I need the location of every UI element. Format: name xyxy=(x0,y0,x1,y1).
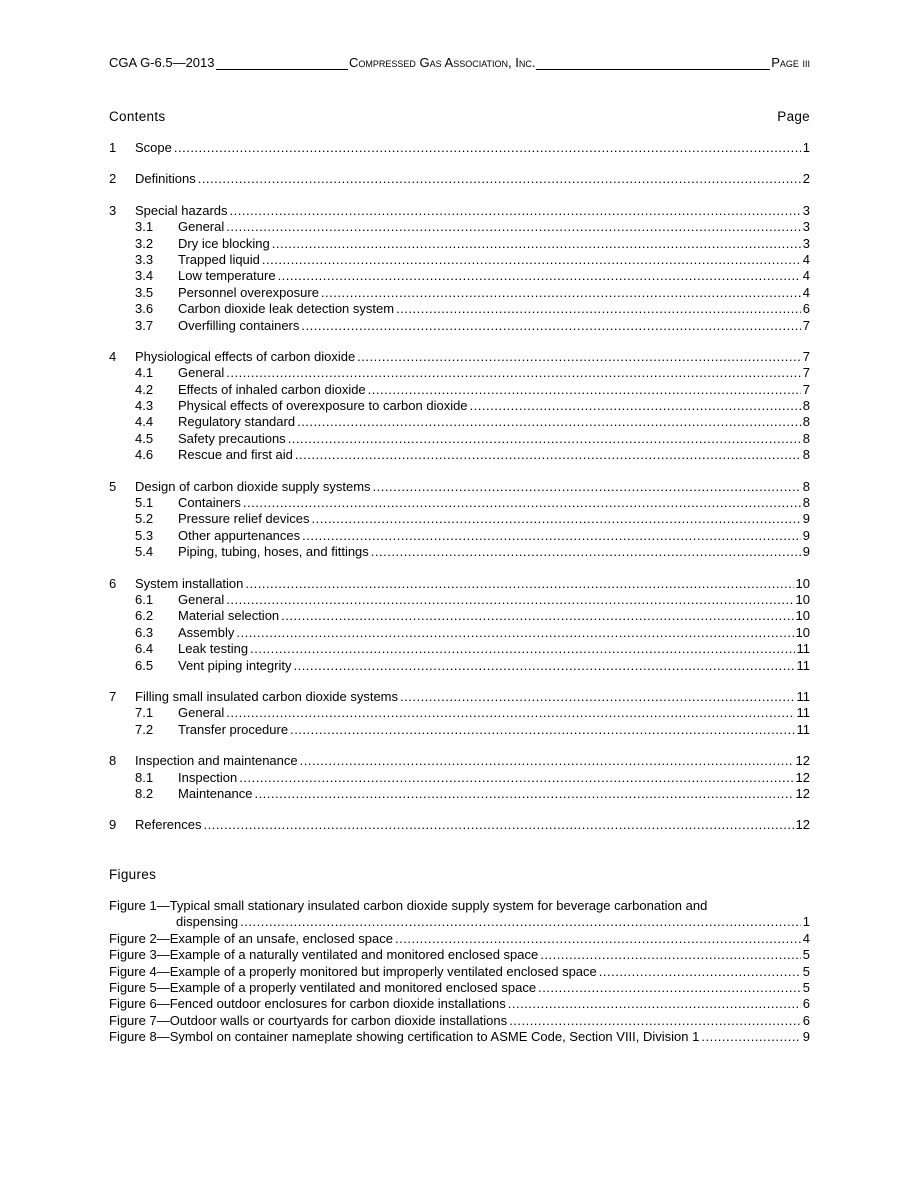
toc-entry-page: 3 xyxy=(802,202,810,218)
toc-subentry-number: 7.1 xyxy=(135,705,154,721)
toc-subentry[interactable] xyxy=(109,592,810,608)
figure-entry[interactable] xyxy=(109,1013,810,1029)
figure-entry-page: 1 xyxy=(802,914,810,930)
toc-subentry-page: 3 xyxy=(802,219,810,235)
toc-subentry-page: 4 xyxy=(802,268,810,284)
dot-leader xyxy=(368,382,801,398)
figure-entry[interactable] xyxy=(109,931,810,947)
figure-entry-title: Figure 7—Outdoor walls or courtyards for carbon dioxide installations xyxy=(109,1012,508,1028)
dot-leader xyxy=(236,625,793,641)
page-number: Page iii xyxy=(771,55,810,70)
dot-leader xyxy=(301,318,800,334)
dot-leader xyxy=(599,964,801,980)
toc-subentry-page: 9 xyxy=(802,511,810,527)
toc-subentry-page: 7 xyxy=(802,365,810,381)
figure-entry-title[interactable]: Figure 1—Typical small stationary insulated carbon dioxide supply system for beverage carbonation and xyxy=(109,898,708,913)
toc-subentry[interactable] xyxy=(109,495,810,511)
dot-leader xyxy=(300,753,794,769)
toc-subentry-page: 6 xyxy=(802,301,810,317)
toc-entry-number: 6 xyxy=(109,575,117,591)
figure-entry-page: 4 xyxy=(802,930,810,946)
toc-entry[interactable] xyxy=(109,753,810,769)
figure-entry-title: Figure 3—Example of a naturally ventilated and monitored enclosed space xyxy=(109,947,539,963)
toc-subentry-page: 9 xyxy=(802,527,810,543)
toc-subentry-number: 4.2 xyxy=(135,381,154,397)
figure-entry[interactable] xyxy=(109,947,810,963)
dot-leader xyxy=(281,608,793,624)
toc-subentry-title: Pressure relief devices xyxy=(178,511,310,527)
toc-entry-title: Inspection and maintenance xyxy=(135,753,298,769)
dot-leader xyxy=(272,236,801,252)
toc-entry[interactable] xyxy=(109,817,810,833)
dot-leader xyxy=(288,431,801,447)
toc-subentry-title: Physical effects of overexposure to carbon dioxide xyxy=(178,398,468,414)
toc-entry-title: Physiological effects of carbon dioxide xyxy=(135,348,356,364)
toc-subentry[interactable] xyxy=(109,658,810,674)
toc-subentry-page: 12 xyxy=(795,785,810,801)
figure-entry[interactable] xyxy=(109,1029,810,1045)
toc-entry-page: 7 xyxy=(802,348,810,364)
toc-subentry-title: Transfer procedure xyxy=(178,721,289,737)
dot-leader xyxy=(509,1013,801,1029)
toc-subentry-number: 6.2 xyxy=(135,608,154,624)
toc-entry-page: 12 xyxy=(795,753,810,769)
toc-subentry-number: 6.3 xyxy=(135,624,154,640)
toc-subentry-title: Vent piping integrity xyxy=(178,657,292,673)
toc-subentry-number: 3.2 xyxy=(135,235,154,251)
dot-leader xyxy=(230,203,801,219)
toc-entry-page: 10 xyxy=(795,575,810,591)
page-column-label: Page xyxy=(777,109,810,124)
document-id: CGA G-6.5—2013 xyxy=(109,55,215,70)
toc-subentry-title: Effects of inhaled carbon dioxide xyxy=(178,381,366,397)
figure-entry-title: Figure 5—Example of a properly ventilated and monitored enclosed space xyxy=(109,979,537,995)
dot-leader xyxy=(226,219,801,235)
dot-leader xyxy=(373,479,801,495)
toc-entry-title: Filling small insulated carbon dioxide systems xyxy=(135,688,399,704)
dot-leader xyxy=(538,980,801,996)
figure-entry-continuation: dispensing xyxy=(176,914,239,930)
toc-subentry-number: 5.1 xyxy=(135,495,154,511)
toc-subentry-page: 7 xyxy=(802,317,810,333)
toc-subentry-page: 11 xyxy=(796,721,810,737)
dot-leader xyxy=(226,365,801,381)
toc-subentry-number: 5.2 xyxy=(135,511,154,527)
toc-subentry-number: 4.6 xyxy=(135,447,154,463)
toc-subentry-page: 8 xyxy=(802,447,810,463)
publisher-name: Compressed Gas Association, Inc. xyxy=(349,55,536,70)
toc-entry-page: 8 xyxy=(802,478,810,494)
toc-subentry-title: Personnel overexposure xyxy=(178,284,319,300)
figures-title: Figures xyxy=(109,867,157,882)
dot-leader xyxy=(302,528,801,544)
toc-subentry-title: General xyxy=(178,705,225,721)
toc-entry-title: Scope xyxy=(135,140,172,155)
toc-subentry[interactable] xyxy=(109,722,810,738)
toc-subentry-page: 11 xyxy=(796,657,810,673)
figure-entry-page: 6 xyxy=(802,996,810,1012)
figures-heading xyxy=(109,866,810,884)
toc-subentry-page: 10 xyxy=(795,608,810,624)
toc-subentry[interactable] xyxy=(109,447,810,463)
dot-leader xyxy=(540,947,801,963)
toc-subentry-title: Dry ice blocking xyxy=(178,235,270,251)
toc-subentry[interactable] xyxy=(109,641,810,657)
toc-subentry-number: 5.4 xyxy=(135,544,154,560)
toc-subentry-title: Leak testing xyxy=(178,641,249,657)
dot-leader xyxy=(226,705,794,721)
toc-entry[interactable] xyxy=(109,479,810,495)
toc-subentry-title: Piping, tubing, hoses, and fittings xyxy=(178,544,369,560)
toc-entry[interactable] xyxy=(109,349,810,365)
toc-subentry-title: General xyxy=(178,219,225,235)
figure-entry[interactable] xyxy=(109,964,810,980)
toc-subentry-number: 6.1 xyxy=(135,591,154,607)
toc-entry[interactable] xyxy=(109,140,810,156)
toc-subentry-number: 3.7 xyxy=(135,317,154,333)
toc-entry-number: 1 xyxy=(109,140,117,155)
dot-leader xyxy=(262,252,801,268)
toc-subentry[interactable] xyxy=(109,268,810,284)
figure-entry-title: Figure 2—Example of an unsafe, enclosed space xyxy=(109,930,394,946)
toc-subentry-number: 3.5 xyxy=(135,284,154,300)
toc-subentry-page: 12 xyxy=(795,769,810,785)
toc-entry-number: 9 xyxy=(109,817,117,833)
toc-subentry-page: 7 xyxy=(802,381,810,397)
dot-leader xyxy=(174,140,801,156)
dot-leader xyxy=(371,544,801,560)
dot-leader xyxy=(226,592,793,608)
toc-subentry[interactable] xyxy=(109,770,810,786)
toc-entry-page: 12 xyxy=(795,817,810,833)
dot-leader xyxy=(290,722,794,738)
toc-subentry-number: 3.4 xyxy=(135,268,154,284)
dot-leader xyxy=(295,447,801,463)
contents-heading xyxy=(109,108,810,126)
toc-subentry-title: Rescue and first aid xyxy=(178,447,293,463)
toc-subentry-number: 4.1 xyxy=(135,365,154,381)
dot-leader xyxy=(243,495,801,511)
toc-entry-title: Design of carbon dioxide supply systems xyxy=(135,478,371,494)
toc-entry-number: 7 xyxy=(109,688,117,704)
toc-subentry-number: 6.5 xyxy=(135,657,154,673)
toc-entry-number: 5 xyxy=(109,478,117,494)
dot-leader xyxy=(203,817,793,833)
toc-subentry[interactable] xyxy=(109,252,810,268)
dot-leader xyxy=(508,996,801,1012)
figure-entry[interactable] xyxy=(109,980,810,996)
dot-leader xyxy=(321,285,801,301)
toc-subentry-page: 10 xyxy=(795,591,810,607)
running-header xyxy=(109,55,810,71)
table-of-contents xyxy=(109,140,810,834)
toc-entry-title: Special hazards xyxy=(135,202,228,218)
toc-subentry-page: 8 xyxy=(802,398,810,414)
dot-leader xyxy=(297,414,801,430)
figure-entry[interactable] xyxy=(109,914,810,930)
toc-subentry[interactable] xyxy=(109,301,810,317)
toc-subentry-number: 3.1 xyxy=(135,219,154,235)
toc-entry[interactable] xyxy=(109,576,810,592)
toc-subentry-number: 4.4 xyxy=(135,414,154,430)
figure-entry-title: Figure 6—Fenced outdoor enclosures for carbon dioxide installations xyxy=(109,996,506,1012)
toc-subentry-title: Inspection xyxy=(178,769,238,785)
toc-entry-number: 2 xyxy=(109,171,117,187)
toc-subentry-number: 7.2 xyxy=(135,721,154,737)
toc-subentry[interactable] xyxy=(109,625,810,641)
dot-leader xyxy=(198,171,801,187)
figure-entry-page: 5 xyxy=(802,979,810,995)
toc-subentry[interactable] xyxy=(109,318,810,334)
toc-entry-page: 1 xyxy=(802,140,810,155)
toc-subentry[interactable] xyxy=(109,285,810,301)
figure-entry-title: Figure 8—Symbol on container nameplate showing certification to ASME Code, Section VIII, Division 1 xyxy=(109,1029,700,1045)
toc-subentry-number: 8.1 xyxy=(135,769,154,785)
figure-entry-page: 5 xyxy=(802,947,810,963)
dot-leader xyxy=(470,398,801,414)
dot-leader xyxy=(357,349,801,365)
toc-subentry[interactable] xyxy=(109,431,810,447)
dot-leader xyxy=(245,576,793,592)
toc-subentry-title: Safety precautions xyxy=(178,430,286,446)
toc-subentry[interactable] xyxy=(109,705,810,721)
toc-subentry-page: 3 xyxy=(802,235,810,251)
dot-leader xyxy=(701,1029,800,1045)
toc-subentry-title: Regulatory standard xyxy=(178,414,296,430)
toc-subentry-page: 9 xyxy=(802,544,810,560)
dot-leader xyxy=(250,641,794,657)
toc-subentry[interactable] xyxy=(109,528,810,544)
toc-subentry[interactable] xyxy=(109,365,810,381)
toc-subentry-number: 8.2 xyxy=(135,785,154,801)
figure-entry-page: 6 xyxy=(802,1012,810,1028)
toc-subentry-number: 5.3 xyxy=(135,527,154,543)
toc-entry-title: References xyxy=(135,817,202,833)
toc-subentry-page: 10 xyxy=(795,624,810,640)
toc-subentry-page: 4 xyxy=(802,284,810,300)
toc-entry-number: 8 xyxy=(109,753,117,769)
toc-subentry-title: Low temperature xyxy=(178,268,276,284)
toc-entry-title: Definitions xyxy=(135,171,196,187)
toc-subentry[interactable] xyxy=(109,398,810,414)
toc-entry[interactable] xyxy=(109,203,810,219)
toc-subentry[interactable] xyxy=(109,414,810,430)
toc-entry-title: System installation xyxy=(135,575,244,591)
toc-subentry-number: 4.3 xyxy=(135,398,154,414)
dot-leader xyxy=(278,268,801,284)
dot-leader xyxy=(240,914,801,930)
toc-subentry-number: 3.3 xyxy=(135,251,154,267)
toc-subentry[interactable] xyxy=(109,608,810,624)
toc-subentry-page: 8 xyxy=(802,430,810,446)
toc-subentry-number: 3.6 xyxy=(135,301,154,317)
toc-subentry-title: Maintenance xyxy=(178,785,253,801)
toc-entry-number: 3 xyxy=(109,202,117,218)
toc-subentry-title: Overfilling containers xyxy=(178,317,300,333)
toc-entry[interactable] xyxy=(109,689,810,705)
toc-subentry-page: 8 xyxy=(802,495,810,511)
dot-leader xyxy=(254,786,793,802)
toc-entry-page: 2 xyxy=(802,171,810,187)
toc-subentry-number: 4.5 xyxy=(135,430,154,446)
toc-subentry-page: 11 xyxy=(796,641,810,657)
dot-leader xyxy=(395,931,801,947)
toc-subentry-title: Trapped liquid xyxy=(178,251,260,267)
dot-leader xyxy=(239,770,793,786)
toc-subentry[interactable] xyxy=(109,236,810,252)
toc-subentry-page: 8 xyxy=(802,414,810,430)
figure-entry-page: 5 xyxy=(802,963,810,979)
toc-subentry-title: Assembly xyxy=(178,624,235,640)
toc-subentry[interactable] xyxy=(109,219,810,235)
toc-subentry-title: General xyxy=(178,591,225,607)
toc-subentry-title: Material selection xyxy=(178,608,280,624)
figure-entry[interactable] xyxy=(109,996,810,1012)
toc-subentry[interactable] xyxy=(109,786,810,802)
toc-subentry-number: 6.4 xyxy=(135,641,154,657)
toc-subentry-title: General xyxy=(178,365,225,381)
toc-subentry[interactable] xyxy=(109,544,810,560)
toc-subentry[interactable] xyxy=(109,511,810,527)
toc-entry-number: 4 xyxy=(109,348,117,364)
toc-entry[interactable] xyxy=(109,171,810,187)
toc-subentry-title: Other appurtenances xyxy=(178,527,301,543)
toc-subentry-page: 11 xyxy=(796,705,810,721)
figure-entry-title: Figure 4—Example of a properly monitored but improperly ventilated enclosed space xyxy=(109,963,597,979)
list-of-figures xyxy=(109,898,810,1046)
dot-leader xyxy=(396,301,801,317)
toc-subentry[interactable] xyxy=(109,382,810,398)
figure-entry-page: 9 xyxy=(802,1029,810,1045)
dot-leader xyxy=(293,658,794,674)
dot-leader xyxy=(312,511,801,527)
toc-subentry-title: Containers xyxy=(178,495,241,511)
toc-subentry-page: 4 xyxy=(802,251,810,267)
contents-title: Contents xyxy=(109,109,166,124)
toc-entry-page: 11 xyxy=(796,688,810,704)
toc-subentry-title: Carbon dioxide leak detection system xyxy=(178,301,395,317)
dot-leader xyxy=(400,689,794,705)
